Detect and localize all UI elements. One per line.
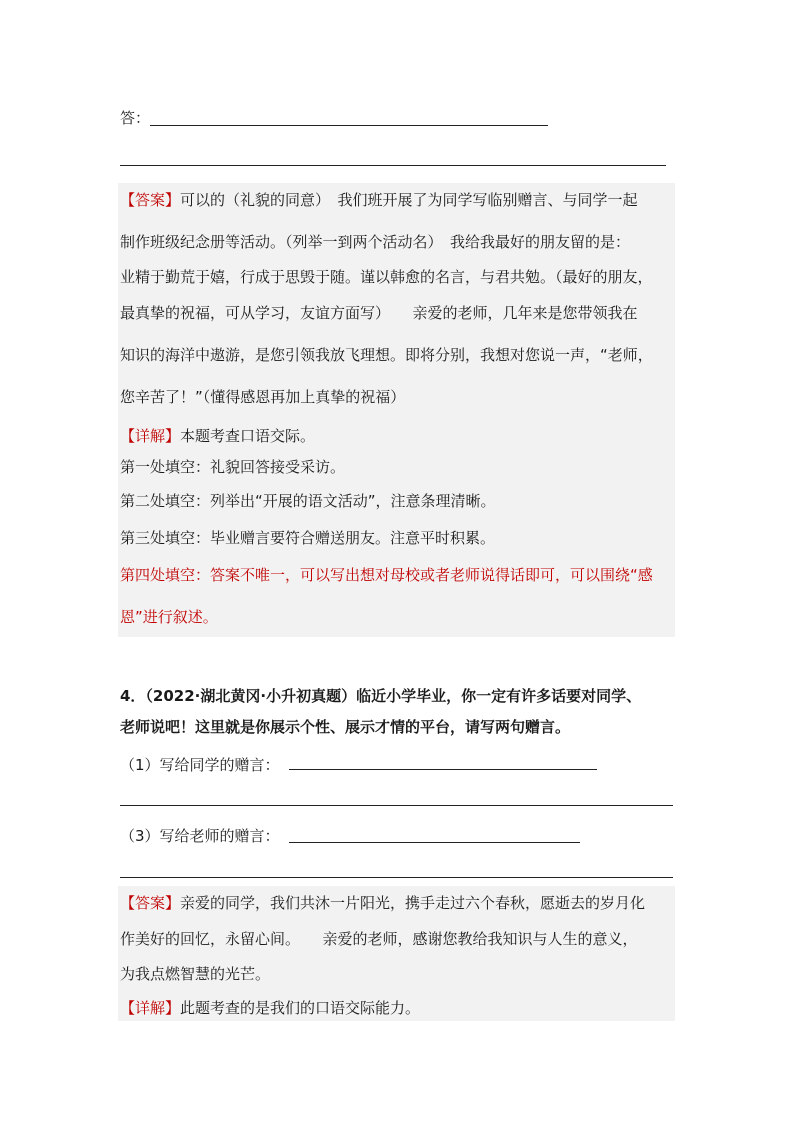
item-3-label: （3）写给老师的赠言： [120, 827, 280, 845]
answer-line-2: 制作班级纪念册等活动。（列举一到两个活动名） 我给我最好的朋友留的是： [120, 233, 631, 251]
detail-line-6: 恩”进行叙述。 [120, 608, 218, 626]
question-4-line-2: 老师说吧！这里就是你展示个性、展示才情的平台，请写两句赠言。 [120, 718, 571, 736]
detail-line-4: 第三处填空：毕业赠言要符合赠送朋友。注意平时积累。 [120, 529, 496, 547]
answer-text: 可以的（礼貌的同意） 我们班开展了为同学写临别赠言、与同学一起 [180, 191, 638, 209]
answer-line-3: 业精于勤荒于嬉，行成于思毁于随。谨以韩愈的名言，与君共勉。（最好的朋友， [120, 268, 653, 286]
detail-line-2: 第一处填空：礼貌回答接受采访。 [120, 458, 346, 476]
detail-line-5: 第四处填空：答案不唯一，可以写出想对母校或者老师说得话即可，可以围绕“感 [120, 566, 653, 584]
item-1-blank-line[interactable] [289, 769, 597, 770]
answer-blank-line[interactable] [150, 125, 548, 126]
answer-line-4: 最真挚的祝福，可从学习，友谊方面写） 亲爱的老师，几年来是您带领我在 [120, 304, 638, 322]
answer2-tag: 【答案】 [120, 894, 181, 912]
answer-tag: 【答案】 [120, 191, 181, 209]
answer-line-5: 知识的海洋中遨游，是您引领我放飞理想。即将分别，我想对您说一声，“老师， [120, 346, 653, 364]
detail-line-1 [120, 426, 315, 446]
answer2-line-1 [120, 893, 645, 913]
item-1-blank-line-2[interactable] [120, 805, 673, 806]
question-4-line-1: 4．（2022·湖北黄冈·小升初真题）临近小学毕业，你一定有许多话要对同学、 [120, 687, 642, 705]
detail2-text: 此题考查的是我们的口语交际能力。 [180, 999, 421, 1017]
answer-line-1 [120, 190, 638, 210]
answer-line-6: 您辛苦了！”（懂得感恩再加上真挚的祝福） [120, 388, 406, 406]
answer-blank-line-2[interactable] [120, 165, 666, 166]
detail-line-3: 第二处填空：列举出“开展的语文活动”，注意条理清晰。 [120, 492, 496, 510]
item-3-blank-line-2[interactable] [120, 877, 673, 878]
detail2-line-1 [120, 998, 420, 1018]
item-1-label: （1）写给同学的赠言： [120, 756, 280, 774]
answer2-line-3: 为我点燃智慧的光芒。 [120, 965, 271, 983]
detail2-tag: 【详解】 [120, 999, 181, 1017]
detail-text: 本题考查口语交际。 [180, 427, 316, 445]
item-3-blank-line[interactable] [289, 842, 580, 843]
answer-label: 答： [120, 109, 151, 127]
answer2-line-2: 作美好的回忆，永留心间。 亲爱的老师，感谢您教给我知识与人生的意义， [120, 930, 638, 948]
detail-tag: 【详解】 [120, 427, 181, 445]
answer2-text: 亲爱的同学，我们共沐一片阳光，携手走过六个春秋，愿逝去的岁月化 [180, 894, 646, 912]
